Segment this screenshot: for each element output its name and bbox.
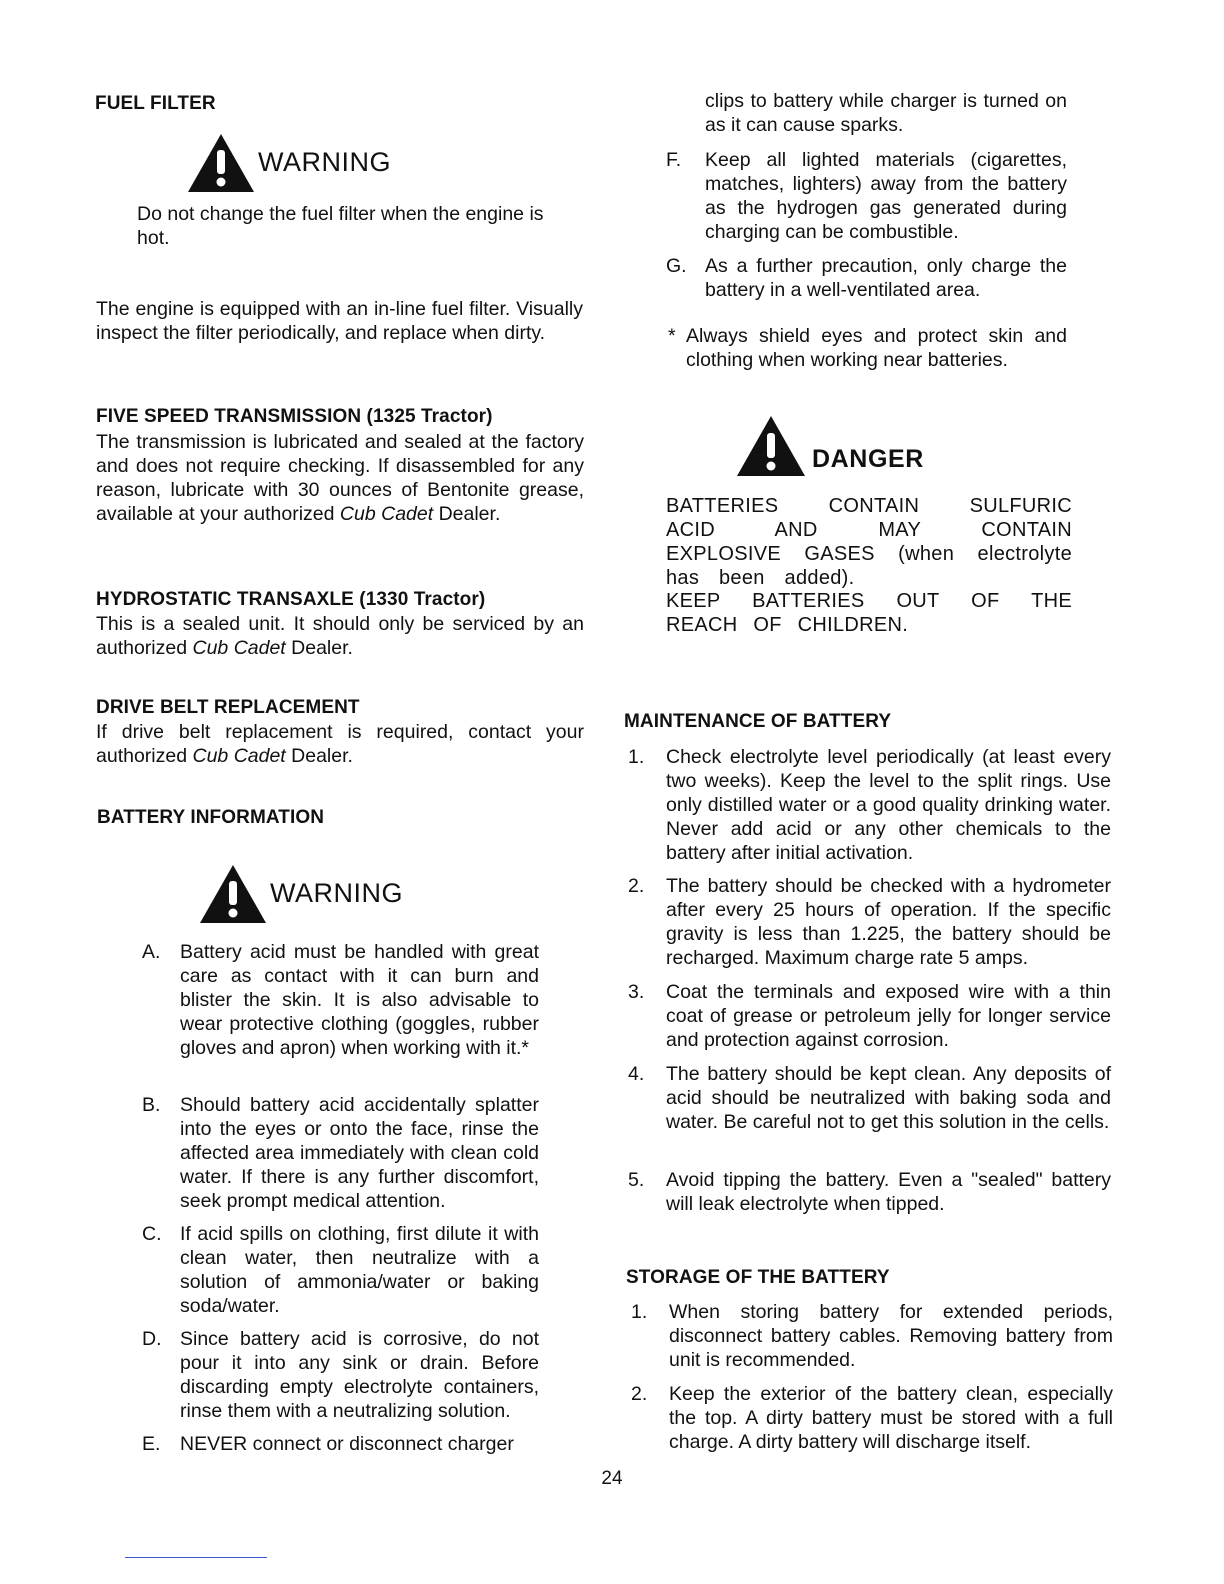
page-number: 24 (601, 1468, 623, 1489)
list-text: Avoid tipping the battery. Even a "sealed" battery will leak electrolyte when tipped. (666, 1169, 1111, 1215)
warning-triangle-icon (186, 132, 256, 194)
list-text: Coat the terminals and exposed wire with a thin coat of grease or petroleum jelly for longer service and protection against corrosion. (666, 981, 1111, 1051)
fuel-filter-warning-title: WARNING (258, 147, 391, 177)
list-marker: A. (142, 941, 161, 963)
five-speed-heading: FIVE SPEED TRANSMISSION (1325 Tractor) (96, 406, 493, 427)
fuel-filter-heading: FUEL FILTER (95, 93, 216, 114)
hydrostatic-body-post: Dealer. (291, 637, 353, 659)
drive-belt-heading: DRIVE BELT REPLACEMENT (96, 697, 360, 718)
bottom-rule (125, 1557, 267, 1558)
list-text: When storing battery for extended periods, disconnect battery cables. Removing battery from unit is recommended. (669, 1301, 1113, 1371)
five-speed-body-post: Dealer. (438, 503, 501, 525)
battery-info-warning-title: WARNING (270, 878, 403, 908)
list-marker: 3. (628, 981, 645, 1003)
list-marker: 2. (628, 875, 645, 897)
danger-text-1 (666, 494, 1072, 590)
list-text: Should battery acid accidentally splatter into the eyes or onto the face, rinse the affected area immediately with clean cold water. If there is any further discomfort, seek prompt medical attention. (180, 1094, 539, 1212)
drive-belt-body-pre: If drive belt replacement is required, contact your authorized (96, 721, 584, 767)
list-marker: 5. (628, 1169, 645, 1191)
danger-text-1-content: BATTERIES CONTAIN SULFURIC ACID AND MAY CONTAIN EXPLOSIVE GASES (when electrolyte has been added). (666, 495, 1072, 589)
list-text: Since battery acid is corrosive, do not pour it into any sink or drain. Before discarding empty electrolyte containers, rinse them with a neutralizing solution. (180, 1328, 539, 1422)
list-text: If acid spills on clothing, first dilute it with clean water, then neutralize with a solution of ammonia/water or baking soda/water. (180, 1223, 539, 1317)
list-marker: B. (142, 1094, 161, 1116)
list-text: Keep the exterior of the battery clean, especially the top. A dirty battery must be stored with a full charge. A dirty battery will discharge itself. (669, 1383, 1113, 1453)
five-speed-body-pre: The transmission is lubricated and sealed at the factory and does not require checking. If disassembled for any reason, lubricate with 30 ounces of Bentonite grease, available at your authorized (96, 431, 584, 525)
list-text: Keep all lighted materials (cigarettes, matches, lighters) away from the battery as the hydrogen gas generated during charging can be combustible. (705, 149, 1067, 243)
list-marker: D. (142, 1328, 162, 1350)
fuel-filter-body: The engine is equipped with an in-line fuel filter. Visually inspect the filter periodically, and replace when dirty. (96, 298, 583, 344)
storage-heading: STORAGE OF THE BATTERY (626, 1267, 890, 1288)
list-marker: 4. (628, 1063, 645, 1085)
five-speed-brand: Cub Cadet (339, 503, 434, 525)
list-marker: 2. (631, 1383, 648, 1405)
drive-belt-body (96, 720, 584, 768)
hydrostatic-brand: Cub Cadet (192, 637, 286, 659)
list-marker: F. (666, 149, 682, 171)
warning-triangle-icon (198, 863, 268, 925)
list-text: The battery should be kept clean. Any deposits of acid should be neutralized with baking soda and water. Be careful not to get this solution in the cells. (666, 1063, 1111, 1133)
danger-title: DANGER (812, 445, 924, 473)
list-marker: 1. (628, 746, 645, 768)
continued-text: clips to battery while charger is turned on as it can cause sparks. (705, 90, 1067, 136)
drive-belt-body-post: Dealer. (291, 745, 353, 767)
footnote-text: Always shield eyes and protect skin and clothing when working near batteries. (686, 325, 1067, 371)
list-marker: E. (142, 1433, 161, 1455)
list-text: Battery acid must be handled with great care as contact with it can burn and blister the skin. It is also advisable to wear protective clothing (goggles, rubber gloves and apron) when working with it.* (180, 941, 539, 1059)
list-text: As a further precaution, only charge the battery in a well-ventilated area. (705, 255, 1067, 301)
five-speed-body (96, 430, 584, 526)
hydrostatic-heading: HYDROSTATIC TRANSAXLE (1330 Tractor) (96, 589, 486, 610)
list-marker: 1. (631, 1301, 648, 1323)
maintenance-heading: MAINTENANCE OF BATTERY (624, 711, 892, 732)
danger-text-2: KEEP BATTERIES OUT OF THE REACH OF CHILDREN. (666, 590, 1072, 636)
drive-belt-brand: Cub Cadet (192, 745, 286, 767)
battery-info-heading: BATTERY INFORMATION (97, 807, 325, 828)
list-text: Check electrolyte level periodically (at least every two weeks). Keep the level to the split rings. Use only distilled water or a good quality drinking water. Never add acid or any other chemicals to the battery after initial activation. (666, 746, 1111, 864)
hydrostatic-body-pre: This is a sealed unit. It should only be serviced by an authorized (96, 613, 584, 659)
list-text: NEVER connect or disconnect charger (180, 1433, 514, 1455)
list-text: The battery should be checked with a hydrometer after every 25 hours of operation. If the specific gravity is less than 1.225, the battery should be recharged. Maximum charge rate 5 amps. (666, 875, 1111, 969)
hydrostatic-body (96, 612, 584, 660)
list-marker: G. (666, 255, 687, 277)
danger-triangle-icon (735, 414, 807, 478)
list-marker: C. (142, 1223, 162, 1245)
fuel-filter-warning-text: Do not change the fuel filter when the engine is hot. (137, 203, 544, 249)
footnote-marker: * (668, 325, 676, 347)
